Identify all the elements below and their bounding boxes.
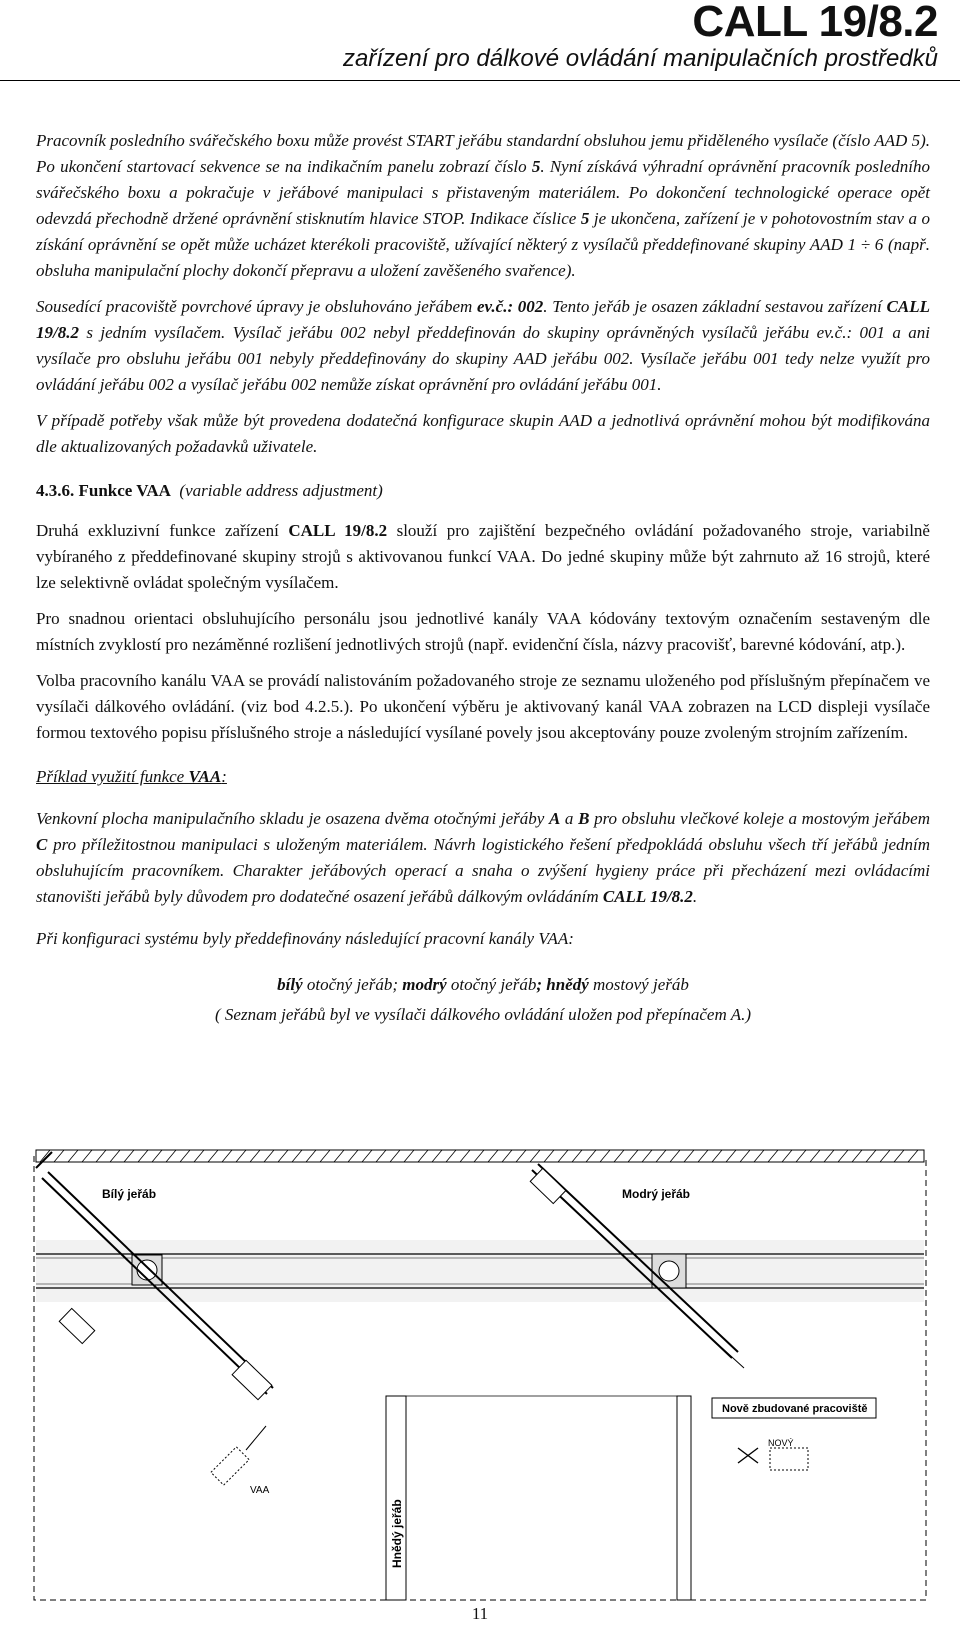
text-span: Venkovní plocha manipulačního skladu je osazena dvěma otočnými jeřáby	[36, 809, 549, 828]
bold-letter: B	[578, 809, 590, 828]
paragraph-5: Pro snadnou orientaci obsluhujícího personálu jsou jednotlivé kanály VAA kódovány textovým označením sestaveným dle místních zvyklostí pro nezáměnné rozlišení jednotlivých strojů (např. evidenční čísla, názvy pracovišť, barevné kódování, atp.).	[36, 609, 930, 654]
area-boundary	[34, 1156, 926, 1600]
text-block-upper	[36, 128, 930, 1038]
text-span: . Tento jeřáb je osazen základní sestavou zařízení	[543, 297, 887, 316]
channel-white: bílý	[277, 975, 303, 994]
section-heading	[36, 478, 930, 504]
bold-letter: C	[36, 835, 48, 854]
paragraph-2	[36, 294, 930, 398]
separator: ;	[536, 975, 547, 994]
text-span: otočný jeřáb	[446, 975, 537, 994]
blue-crane-label: Modrý jeřáb	[622, 1187, 691, 1201]
text-span: pro obsluhu vlečkové koleje a mostovým jeřábem	[589, 809, 931, 828]
text-span: Pracovník posledního svářečského boxu může provést START jeřábu standardní obsluhou jemu přiděleného vysílače (číslo AAD 5). Po ukončení startovací sekvence se na indikačním panelu zobrazí číslo	[36, 131, 930, 176]
bold-text: CALL 19/8.2	[288, 521, 388, 540]
bold-number: 5	[531, 157, 541, 176]
text-span: Druhá exkluzivní funkce zařízení	[36, 521, 289, 540]
text-span: pro příležitostnou manipulaci s uloženým materiálem. Návrh logistického řešení předpokládá obsluhu všech tří jeřábů jedním obsluhujícím pracovníkem. Charakter jeřábových operací a snaha o zvýšení hygieny práce při přecházení mezi ovládacími stanovišti jeřábů byly důvodem pro dodatečné osazení jeřábů dálkovým ovládáním	[36, 835, 930, 906]
page-number: 11	[471, 1604, 489, 1623]
vaa-transmitter	[211, 1426, 270, 1496]
text-span: s jedním vysílačem. Vysílač jeřábu 002 nebyl předdefinován do skupiny oprávněných vysílačů jeřábu ev.č.: 001 a ani vysílače pro obsluhu jeřábu 001 nebyly předdefinovány do skupiny AAD jeřábu 002. Vysílače jeřábu 001 tedy nelze využít pro ovládání jeřábu 002 a vysílač jeřábu 002 nemůže získat oprávnění pro ovládání jeřábu 001.	[36, 323, 930, 394]
bold-text: VAA	[188, 767, 222, 786]
paragraph-8: Při konfiguraci systému byly předdefinovány následující pracovní kanály VAA:	[36, 929, 574, 948]
rail-track	[36, 1240, 924, 1302]
text-span: slouží pro zajištění bezpečného ovládání požadovaného stroje, variabilně vybíraného z předdefinované skupiny strojů s aktivovanou funkcí VAA. Do jedné skupiny může být zahrnuto až 16 strojů, které lze selektivně ovládat společným vysílačem.	[36, 521, 930, 592]
bold-text: CALL 19/8.2	[602, 887, 693, 906]
section-number: 4.3.6.	[36, 481, 75, 500]
new-label: NOVÝ	[768, 1438, 794, 1448]
text-span: je ukončena, zařízení je v pohotovostním stav a o získání oprávnění se opět může ucházet kterékoli pracoviště, užívající některý z vysílačů předdefinované skupiny AAD 1 ÷ 6 (např. obsluha manipulační plochy dokončí přepravu a uložení zavěšeného svařence).	[36, 209, 930, 280]
text-span: otočný jeřáb;	[302, 975, 403, 994]
top-hatched-wall	[36, 1150, 924, 1162]
channel-blue: modrý	[402, 975, 447, 994]
crane-layout-diagram	[32, 1148, 928, 1608]
bold-number: 5	[580, 209, 590, 228]
bold-text: CALL 19/8.2	[36, 297, 930, 342]
new-station-label: Nově zbudované pracoviště	[722, 1403, 868, 1415]
text-span: a	[560, 809, 579, 828]
example-heading	[36, 764, 930, 790]
document-subtitle: zařízení pro dálkové ovládání manipulačních prostředků	[342, 45, 938, 72]
new-station	[712, 1398, 876, 1470]
document-title: CALL 19/8.2	[692, 0, 938, 46]
text-span: .	[692, 887, 698, 906]
text-span: :	[221, 767, 227, 786]
channel-brown: hnědý	[546, 975, 589, 994]
paragraph-6: Volba pracovního kanálu VAA se provádí nalistováním požadovaného stroje ze seznamu uloženého pod příslušným přepínačem ve vysílači dálkového ovládání. (viz bod 4.2.5.). Po ukončení výběru je aktivovaný kanál VAA zobrazen na LCD displeji vysílače formou textového popisu příslušného stroje a následující vysílané povely jsou akceptovány pouze zvoleným strojním zařízením.	[36, 671, 930, 742]
section-title: Funkce VAA	[78, 481, 171, 500]
text-span: . Nyní získává výhradní oprávnění pracovník posledního svářečského boxu a pokračuje v jeřábové manipulaci s přistaveným materiálem. Po dokončení technologické operace opět odevzdá přechodně držené oprávnění stisknutím hlavice STOP. Indikace číslice	[36, 157, 930, 228]
bold-letter: A	[548, 809, 561, 828]
text-span: Příklad využití funkce	[36, 767, 189, 786]
text-span: Sousedící pracoviště povrchové úpravy je obsluhováno jeřábem	[36, 297, 477, 316]
white-crane-label: Bílý jeřáb	[102, 1187, 157, 1201]
brown-crane	[386, 1396, 691, 1600]
brown-crane-label: Hnědý jeřáb	[390, 1499, 404, 1568]
header-divider	[0, 80, 960, 81]
vaa-label: VAA	[250, 1485, 270, 1496]
channel-list	[36, 972, 930, 998]
paragraph-3: V případě potřeby však může být provedena dodatečná konfigurace skupin AAD a jednotlivá oprávnění mohou být modifikována dle aktualizovaných požadavků uživatele.	[36, 411, 930, 456]
paragraph-7	[36, 806, 930, 910]
paragraph-4	[36, 518, 930, 596]
text-span: mostový jeřáb	[588, 975, 689, 994]
bold-text: ev.č.: 002	[476, 297, 544, 316]
section-subtitle: (variable address adjustment)	[179, 481, 383, 500]
channel-note: ( Seznam jeřábů byl ve vysílači dálkového ovládání uložen pod přepínačem A.)	[215, 1005, 751, 1024]
paragraph-1	[36, 128, 930, 284]
